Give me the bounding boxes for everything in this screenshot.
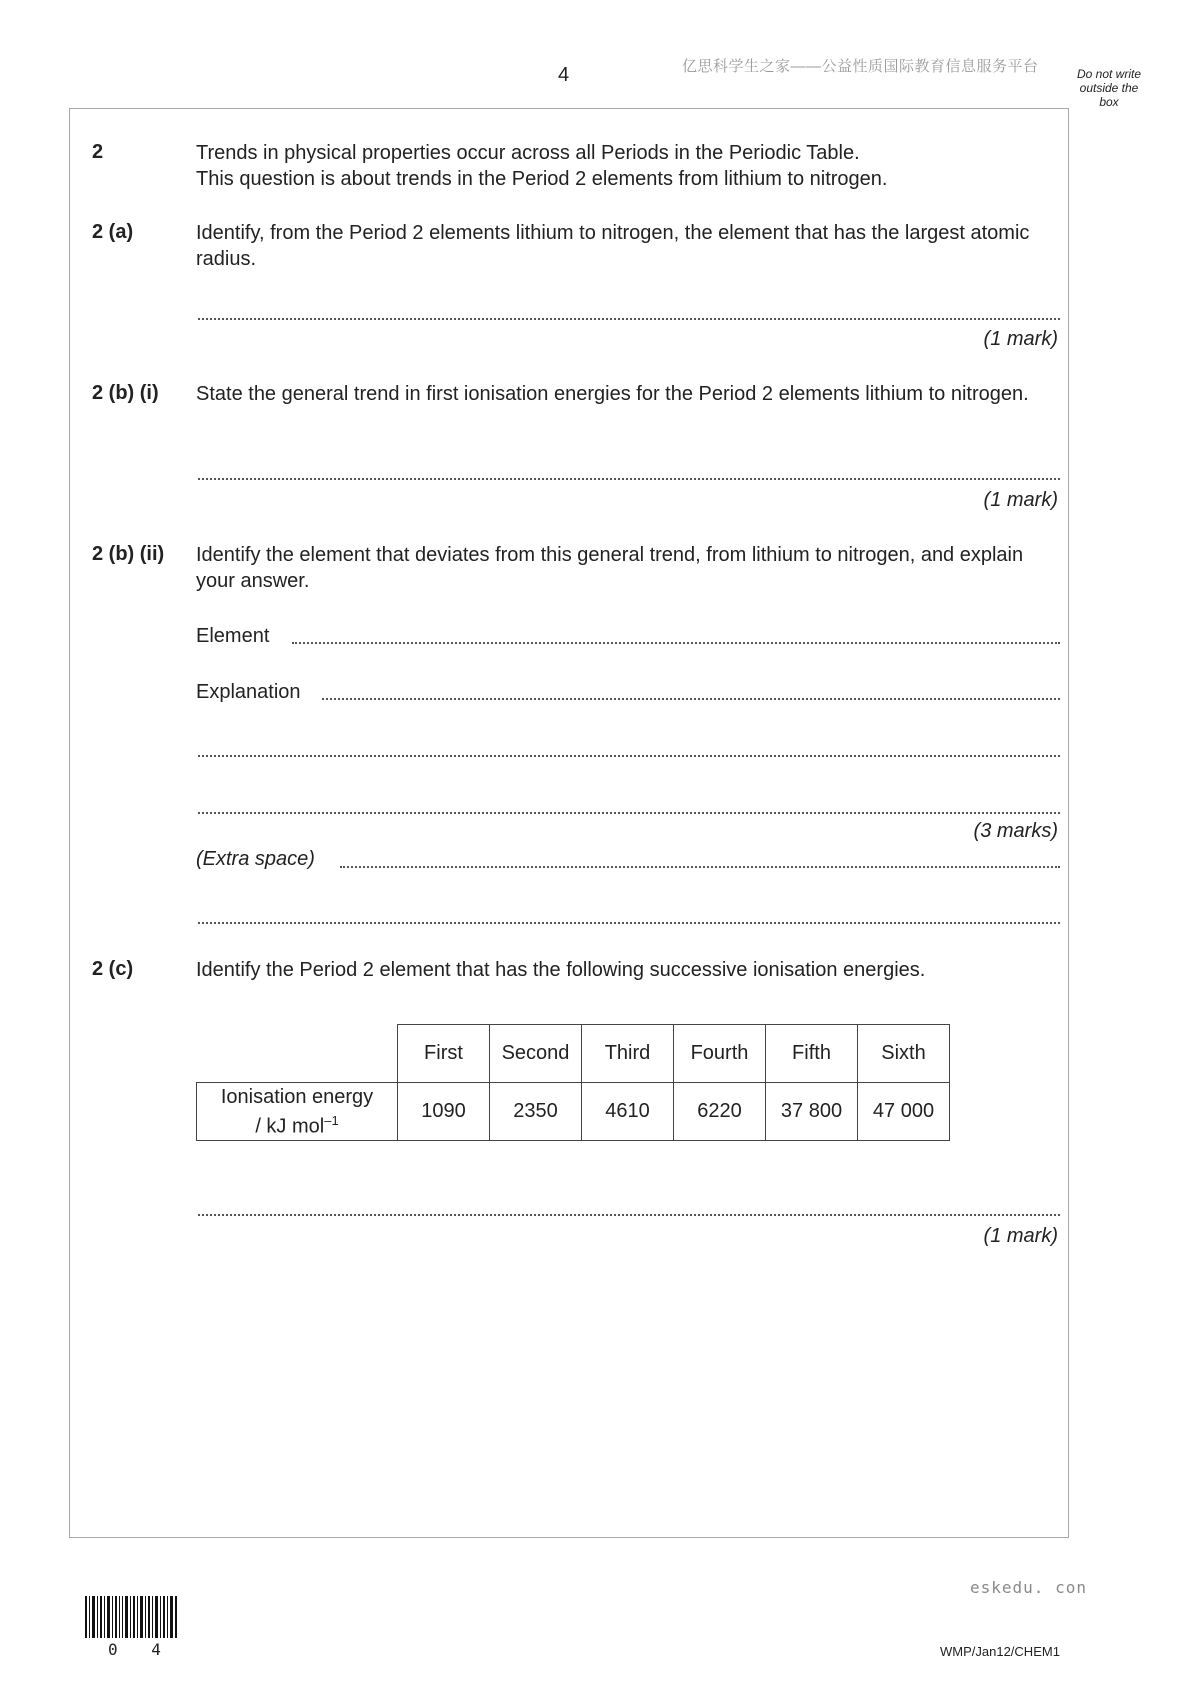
table-header-cell: Second [490,1025,582,1083]
table-header-cell: Fourth [674,1025,766,1083]
margin-note-line: box [1099,95,1119,109]
question-number: 2 [92,141,104,163]
intro-line-1: Trends in physical properties occur across all Periods in the Periodic Table. [196,142,860,164]
table-header-cell: First [398,1025,490,1083]
explanation-answer-line[interactable] [322,698,1060,700]
table-header-cell: Third [582,1025,674,1083]
margin-note [1068,67,1150,109]
footer-code: WMP/Jan12/CHEM1 [940,1644,1060,1659]
answer-line[interactable] [198,1214,1060,1216]
element-answer-line[interactable] [292,642,1060,644]
part-b-i-number: 2 (b) (i) [92,382,159,404]
table-cell: 6220 [674,1083,766,1141]
table-cell: 4610 [582,1083,674,1141]
table-cell: 37 800 [766,1083,858,1141]
table-row [197,1083,950,1141]
question-intro [196,140,1062,192]
row-label-line-2: / kJ mol [255,1115,325,1138]
site-watermark: eskedu. con [970,1578,1087,1597]
answer-line[interactable] [198,922,1060,924]
part-a-number: 2 (a) [92,221,134,243]
table-cell: 47 000 [858,1083,950,1141]
ionisation-energy-table [196,1024,950,1141]
table-cell: 2350 [490,1083,582,1141]
element-label: Element [196,625,270,647]
part-b-ii-marks: (3 marks) [973,820,1058,842]
answer-line[interactable] [198,755,1060,757]
row-label-line-1: Ionisation energy [220,1085,374,1108]
part-a-text: Identify, from the Period 2 elements lithium to nitrogen, the element that has the largest atomic radius. [196,222,1030,270]
margin-note-line: outside the [1079,81,1139,95]
row-label-superscript: –1 [324,1112,339,1128]
table-header-cell: Fifth [766,1025,858,1083]
part-c-number: 2 (c) [92,958,134,980]
part-a-marks: (1 mark) [983,328,1058,350]
part-b-i-marks: (1 mark) [983,489,1058,511]
barcode-icon [85,1596,177,1638]
part-b-i-text: State the general trend in first ionisation energies for the Period 2 elements lithium to nitrogen. [196,383,1029,405]
watermark: 亿思科学生之家——公益性质国际教育信息服务平台 [682,58,1039,75]
table-corner-cell [197,1025,398,1083]
explanation-label: Explanation [196,681,301,703]
part-c-text: Identify the Period 2 element that has the following successive ionisation energies. [196,959,926,981]
table-header-cell: Sixth [858,1025,950,1083]
page-number: 4 [558,64,570,86]
table-row-label [197,1083,398,1141]
table-cell: 1090 [398,1083,490,1141]
extra-space-label: (Extra space) [196,848,315,870]
margin-note-line: Do not write [1076,67,1142,81]
part-b-ii-text: Identify the element that deviates from this general trend, from lithium to nitrogen, and explain your answer. [196,544,1024,592]
table-header-row [197,1025,950,1083]
answer-line[interactable] [198,478,1060,480]
answer-frame [69,108,1069,1538]
part-c-marks: (1 mark) [983,1225,1058,1247]
answer-line[interactable] [198,812,1060,814]
part-b-ii-number: 2 (b) (ii) [92,543,165,565]
intro-line-2: This question is about trends in the Period 2 elements from lithium to nitrogen. [196,168,888,190]
barcode-digits: 0 4 [108,1640,173,1659]
extra-space-line[interactable] [340,866,1060,868]
answer-line[interactable] [198,318,1060,320]
